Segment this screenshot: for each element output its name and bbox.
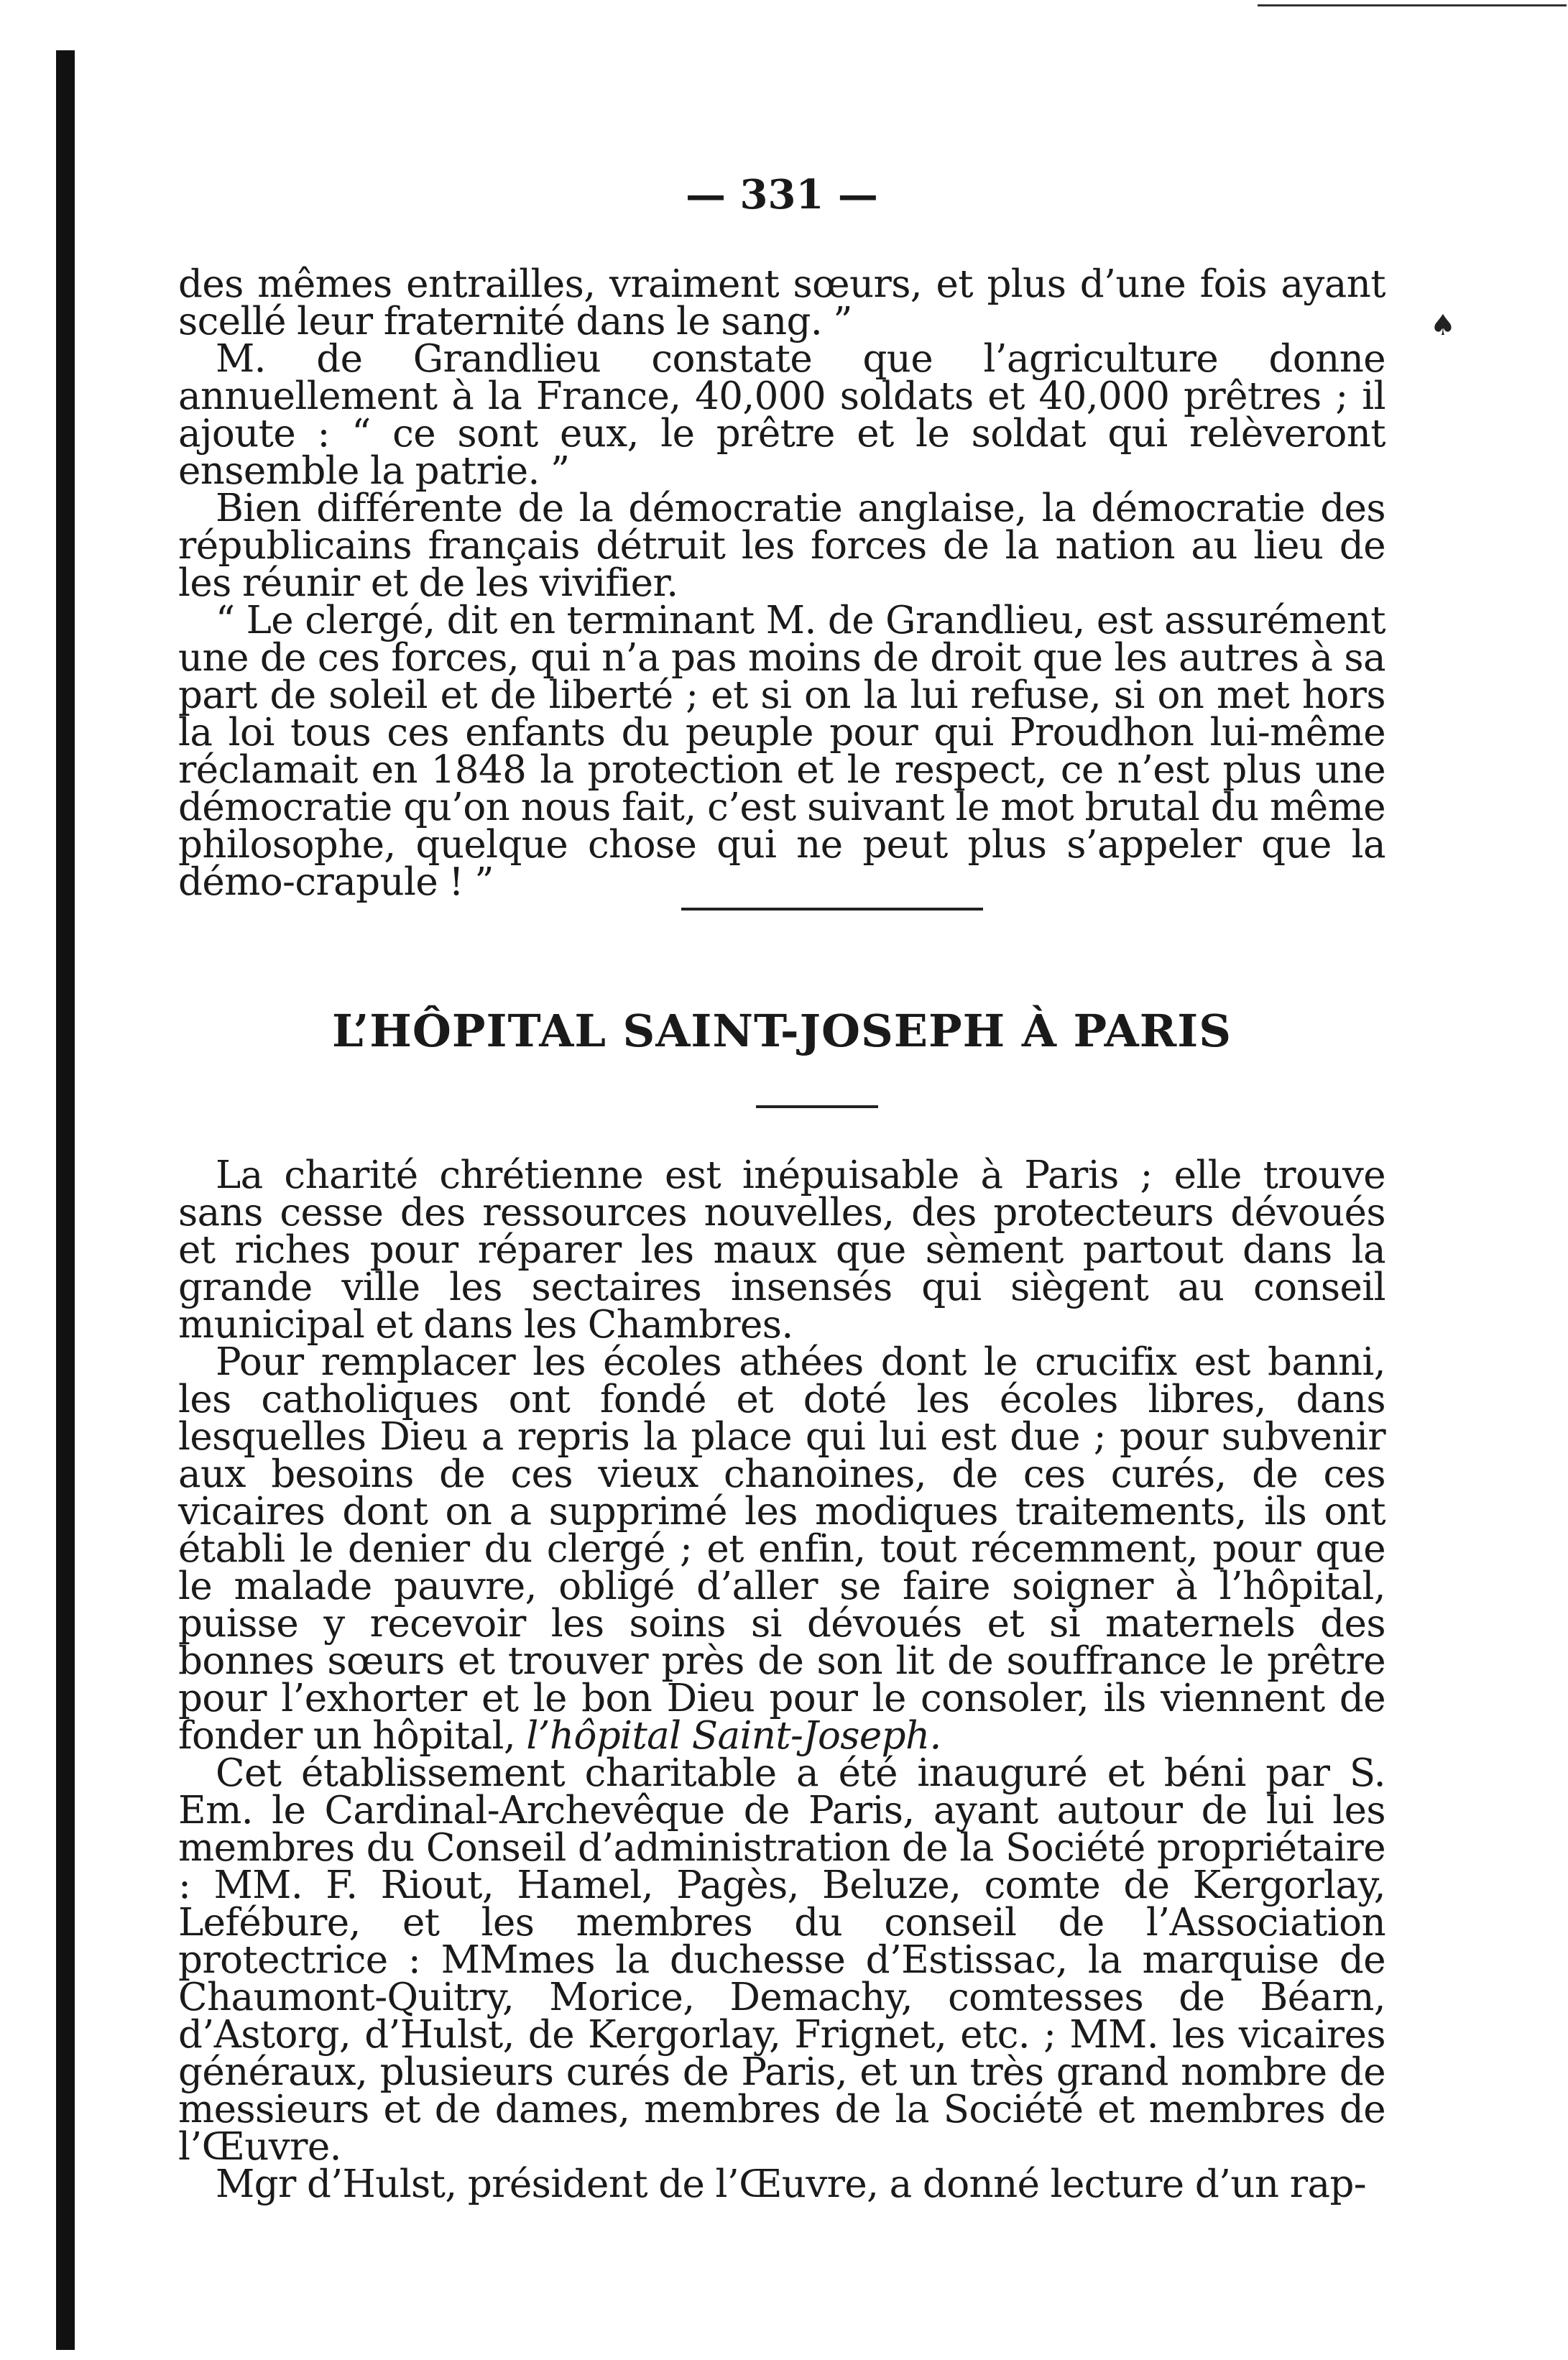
- title-divider: [756, 1105, 878, 1108]
- section-divider: [681, 908, 983, 911]
- paragraph-text: Pour remplacer les écoles athées dont le crucifix est banni, les catholiques ont fondé et doté les écoles libres, dans lesquelles Dieu a repris la place qui lui est due ; pour subvenir aux besoins de ces vieux chanoines, de ces curés, de ces vicaires dont on a supprimé les modiques traitements, ils ont établi le denier du clergé ; et enfin, tout récemment, pour que le malade pauvre, obligé d’aller se faire soigner à l’hôpital, puisse y recevoir les soins si dévoués et si maternels des bonnes sœurs et trouver près de son lit de souffrance le prêtre pour l’exhorter et le bon Dieu pour le consoler, ils viennent de fonder un hôpital,: [178, 1340, 1385, 1758]
- margin-mark: ♠: [1430, 309, 1456, 342]
- paragraph: “ Le clergé, dit en terminant M. de Grandlieu, est assurément une de ces forces, qui n’a pas moins de droit que les autres à sa part de soleil et de liberté ; et si on la lui refuse, si on met hors la loi tous ces enfants du peuple pour qui Proudhon lui-même réclamait en 1848 la protection et le respect, ce n’est plus une démocratie qu’on nous fait, c’est suivant le mot brutal du même philosophe, quelque chose qui ne peut plus s’appeler que la démo-crapule ! ”: [178, 599, 1385, 904]
- paragraph: Cet établissement charitable a été inauguré et béni par S. Em. le Cardinal-Archevêque de Paris, ayant autour de lui les membres du Conseil d’administration de la Société propriétaire : MM. F. Riout, Hamel, Pagès, Beluze, comte de Kergorlay, Lefébure, et les membres du conseil de l’Association protectrice : MMmes la duchesse d’Estissac, la marquise de Chaumont-Quitry, Morice, Demachy, comtesses de Béarn, d’Astorg, d’Hulst, de Kergorlay, Frignet, etc. ; MM. les vicaires généraux, plusieurs curés de Paris, et un très grand nombre de messieurs et de dames, membres de la Société et membres de l’Œuvre.: [178, 1751, 1385, 2169]
- hospital-name-italic: l’hôpital Saint-Joseph.: [526, 1714, 941, 1758]
- paragraph: des mêmes entrailles, vraiment sœurs, et plus d’une fois ayant scellé leur fraternité dans le sang. ”: [178, 262, 1385, 344]
- paragraph: Mgr d’Hulst, président de l’Œuvre, a donné lecture d’un rap-: [216, 2162, 1367, 2206]
- paragraph: La charité chrétienne est inépuisable à Paris ; elle trouve sans cesse des ressources nouvelles, des protecteurs dévoués et riches pour réparer les maux que sèment partout dans la grande ville les sectaires insensés qui siègent au conseil municipal et dans les Chambres.: [178, 1153, 1385, 1347]
- continuation-text: [178, 262, 1385, 904]
- top-rule: [1258, 4, 1567, 6]
- page-number: — 331 —: [686, 171, 878, 218]
- paragraph: [178, 1340, 1385, 1758]
- paragraph: Bien différente de la démocratie anglaise, la démocratie des républicains français détruit les forces de la nation au lieu de les réunir et de les vivifier.: [178, 487, 1385, 605]
- article-body: [178, 1153, 1385, 2206]
- article-title: L’HÔPITAL SAINT-JOSEPH À PARIS: [331, 1005, 1232, 1057]
- binding-edge: [56, 50, 75, 2350]
- paragraph: M. de Grandlieu constate que l’agriculture donne annuellement à la France, 40,000 soldats et 40,000 prêtres ; il ajoute : “ ce sont eux, le prêtre et le soldat qui relèveront ensemble la patrie. ”: [178, 337, 1385, 493]
